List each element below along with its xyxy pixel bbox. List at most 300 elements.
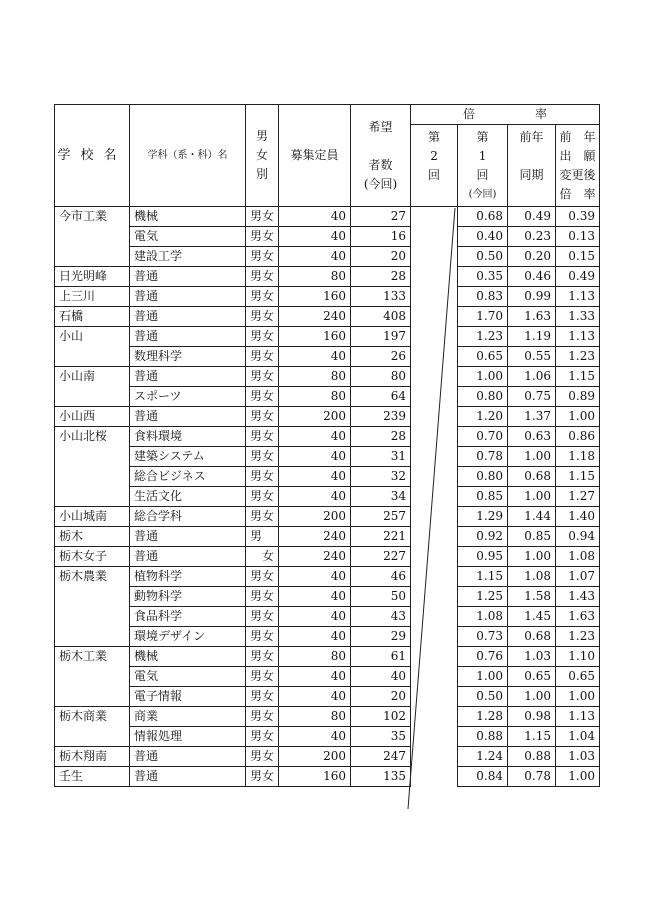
applicants-cell: 27 (351, 207, 411, 227)
previous-year-ratio-cell: 1.58 (508, 587, 556, 607)
gender-cell: 男女 (246, 407, 279, 427)
quota-cell: 80 (279, 367, 351, 387)
header-gender-line: 女 (256, 148, 269, 162)
table-row (55, 487, 600, 507)
gender-cell: 男女 (246, 467, 279, 487)
applicants-cell: 35 (351, 727, 411, 747)
course-cell: 総合ビジネス (130, 467, 246, 487)
first-round-ratio-cell: 0.65 (458, 347, 508, 367)
school-name-cell: 小山城南 (55, 507, 130, 527)
quota-cell: 40 (279, 347, 351, 367)
course-cell: 普通 (130, 267, 246, 287)
quota-cell: 200 (279, 407, 351, 427)
header-applicants-line (351, 137, 410, 156)
school-name-cell: 上三川 (55, 287, 130, 307)
first-round-ratio-cell: 0.85 (458, 487, 508, 507)
after-change-ratio-cell: 1.15 (556, 467, 600, 487)
after-change-ratio-cell: 1.07 (556, 567, 600, 587)
quota-cell: 40 (279, 247, 351, 267)
course-cell: 建設工学 (130, 247, 246, 267)
table-row (55, 707, 600, 727)
header-applicants-line: 者数 (368, 157, 393, 172)
second-round-cell (411, 347, 458, 367)
applicants-cell: 29 (351, 627, 411, 647)
course-cell: スポーツ (130, 387, 246, 407)
header-first-line: 回 (476, 167, 489, 182)
course-cell: 総合学科 (130, 507, 246, 527)
applicants-cell: 197 (351, 327, 411, 347)
header-applicants-line: 希望 (368, 119, 393, 134)
gender-cell: 女 (246, 547, 279, 567)
first-round-ratio-cell: 1.23 (458, 327, 508, 347)
after-change-ratio-cell: 0.89 (556, 387, 600, 407)
table-row (55, 627, 600, 647)
school-name-cell: 栃木工業 (55, 647, 130, 707)
table-row (55, 607, 600, 627)
course-cell: 機械 (130, 207, 246, 227)
quota-cell: 240 (279, 307, 351, 327)
applicants-cell: 50 (351, 587, 411, 607)
applicants-cell: 80 (351, 367, 411, 387)
first-round-ratio-cell: 0.70 (458, 427, 508, 447)
header-first-line: 1 (478, 148, 487, 163)
course-cell: 植物科学 (130, 567, 246, 587)
applicants-cell: 61 (351, 647, 411, 667)
first-round-ratio-cell: 0.84 (458, 767, 508, 787)
table-row (55, 447, 600, 467)
table-row (55, 727, 600, 747)
school-name-cell: 栃木農業 (55, 567, 130, 647)
after-change-ratio-cell: 1.23 (556, 627, 600, 647)
previous-year-ratio-cell: 1.03 (508, 647, 556, 667)
second-round-cell (411, 427, 458, 447)
quota-cell: 160 (279, 767, 351, 787)
previous-year-ratio-cell: 0.75 (508, 387, 556, 407)
gender-cell: 男女 (246, 627, 279, 647)
quota-cell: 80 (279, 647, 351, 667)
after-change-ratio-cell: 1.13 (556, 707, 600, 727)
header-gender-line: 男 (256, 129, 269, 143)
course-cell: 普通 (130, 407, 246, 427)
first-round-ratio-cell: 1.08 (458, 607, 508, 627)
first-round-ratio-cell: 0.50 (458, 687, 508, 707)
quota-cell: 200 (279, 747, 351, 767)
gender-cell: 男女 (246, 687, 279, 707)
second-round-cell (411, 707, 458, 727)
table-row (55, 247, 600, 267)
quota-cell: 80 (279, 387, 351, 407)
second-round-cell (411, 207, 458, 227)
table-row (55, 207, 600, 227)
second-round-cell (411, 607, 458, 627)
previous-year-ratio-cell: 0.78 (508, 767, 556, 787)
first-round-ratio-cell: 0.73 (458, 627, 508, 647)
course-cell: 商業 (130, 707, 246, 727)
course-cell: 電子情報 (130, 687, 246, 707)
previous-year-ratio-cell: 1.08 (508, 567, 556, 587)
applicants-cell: 227 (351, 547, 411, 567)
second-round-cell (411, 767, 458, 787)
quota-cell: 40 (279, 207, 351, 227)
header-gender-line: 別 (256, 167, 269, 181)
applicants-cell: 31 (351, 447, 411, 467)
course-cell: 食料環境 (130, 427, 246, 447)
course-cell: 普通 (130, 287, 246, 307)
second-round-cell (411, 267, 458, 287)
after-change-ratio-cell: 1.03 (556, 747, 600, 767)
course-cell: 電気 (130, 227, 246, 247)
school-name-cell: 石橋 (55, 307, 130, 327)
table-row (55, 347, 600, 367)
course-cell: 数理科学 (130, 347, 246, 367)
school-name-cell: 壬生 (55, 767, 130, 787)
quota-cell: 40 (279, 727, 351, 747)
second-round-cell (411, 727, 458, 747)
table-body (55, 207, 600, 787)
table-row (55, 307, 600, 327)
course-cell: 電気 (130, 667, 246, 687)
after-change-ratio-cell: 0.65 (556, 667, 600, 687)
applicants-cell: 221 (351, 527, 411, 547)
applicants-cell: 102 (351, 707, 411, 727)
second-round-cell (411, 667, 458, 687)
after-change-ratio-cell: 1.00 (556, 687, 600, 707)
previous-year-ratio-cell: 0.88 (508, 747, 556, 767)
header-applicants-line: (今回) (363, 176, 398, 191)
header-school-name: 学校名 (55, 105, 130, 207)
after-change-ratio-cell: 1.40 (556, 507, 600, 527)
applicants-cell: 133 (351, 287, 411, 307)
school-name-cell: 小山西 (55, 407, 130, 427)
header-after-line: 倍 率 (559, 186, 596, 201)
gender-cell: 男女 (246, 307, 279, 327)
previous-year-ratio-cell: 0.20 (508, 247, 556, 267)
first-round-ratio-cell: 1.24 (458, 747, 508, 767)
school-name-cell: 小山 (55, 327, 130, 367)
applicants-cell: 408 (351, 307, 411, 327)
gender-cell: 男女 (246, 507, 279, 527)
header-prev-line: 前年 (519, 129, 544, 144)
gender-cell: 男女 (246, 207, 279, 227)
gender-cell: 男女 (246, 327, 279, 347)
quota-cell: 40 (279, 667, 351, 687)
table-row (55, 407, 600, 427)
school-name-cell: 小山北桜 (55, 427, 130, 507)
first-round-ratio-cell: 0.80 (458, 387, 508, 407)
after-change-ratio-cell: 1.43 (556, 587, 600, 607)
applicants-cell: 28 (351, 427, 411, 447)
previous-year-ratio-cell: 0.46 (508, 267, 556, 287)
first-round-ratio-cell: 1.15 (458, 567, 508, 587)
quota-cell: 40 (279, 447, 351, 467)
gender-cell: 男女 (246, 707, 279, 727)
gender-cell: 男女 (246, 367, 279, 387)
course-cell: 普通 (130, 527, 246, 547)
gender-cell: 男女 (246, 227, 279, 247)
gender-cell: 男女 (246, 267, 279, 287)
course-cell: 建築システム (130, 447, 246, 467)
after-change-ratio-cell: 1.63 (556, 607, 600, 627)
gender-cell: 男女 (246, 567, 279, 587)
second-round-cell (411, 247, 458, 267)
course-cell: 普通 (130, 547, 246, 567)
header-applicants (351, 105, 411, 207)
course-cell: 普通 (130, 307, 246, 327)
header-after-line: 前 年 (559, 129, 596, 144)
second-round-cell (411, 287, 458, 307)
first-round-ratio-cell: 0.88 (458, 727, 508, 747)
quota-cell: 80 (279, 267, 351, 287)
gender-cell: 男 (246, 527, 279, 547)
previous-year-ratio-cell: 0.49 (508, 207, 556, 227)
table-row (55, 767, 600, 787)
gender-cell: 男女 (246, 607, 279, 627)
gender-cell: 男女 (246, 447, 279, 467)
previous-year-ratio-cell: 1.45 (508, 607, 556, 627)
first-round-ratio-cell: 0.68 (458, 207, 508, 227)
previous-year-ratio-cell: 0.68 (508, 467, 556, 487)
second-round-cell (411, 507, 458, 527)
header-after-line: 変更後 (559, 167, 596, 182)
first-round-ratio-cell: 0.50 (458, 247, 508, 267)
school-name-cell: 日光明峰 (55, 267, 130, 287)
quota-cell: 80 (279, 707, 351, 727)
table-row (55, 687, 600, 707)
first-round-ratio-cell: 0.40 (458, 227, 508, 247)
second-round-cell (411, 447, 458, 467)
after-change-ratio-cell: 0.39 (556, 207, 600, 227)
after-change-ratio-cell: 1.10 (556, 647, 600, 667)
previous-year-ratio-cell: 0.98 (508, 707, 556, 727)
table-row (55, 647, 600, 667)
after-change-ratio-cell: 1.27 (556, 487, 600, 507)
after-change-ratio-cell: 0.94 (556, 527, 600, 547)
applicants-cell: 46 (351, 567, 411, 587)
second-round-cell (411, 647, 458, 667)
second-round-cell (411, 227, 458, 247)
header-after-line: 出 願 (559, 148, 596, 163)
previous-year-ratio-cell: 1.44 (508, 507, 556, 527)
second-round-cell (411, 627, 458, 647)
table-row (55, 267, 600, 287)
previous-year-ratio-cell: 1.37 (508, 407, 556, 427)
quota-cell: 40 (279, 627, 351, 647)
table-row (55, 387, 600, 407)
after-change-ratio-cell: 0.13 (556, 227, 600, 247)
gender-cell: 男女 (246, 347, 279, 367)
applicants-cell: 20 (351, 687, 411, 707)
first-round-ratio-cell: 1.29 (458, 507, 508, 527)
header-second-round (411, 125, 458, 207)
quota-cell: 40 (279, 687, 351, 707)
table-row (55, 507, 600, 527)
table-row (55, 587, 600, 607)
after-change-ratio-cell: 0.49 (556, 267, 600, 287)
applicants-cell: 257 (351, 507, 411, 527)
first-round-ratio-cell: 1.20 (458, 407, 508, 427)
quota-cell: 40 (279, 467, 351, 487)
after-change-ratio-cell: 1.00 (556, 407, 600, 427)
applicants-cell: 40 (351, 667, 411, 687)
previous-year-ratio-cell: 1.06 (508, 367, 556, 387)
after-change-ratio-cell: 1.18 (556, 447, 600, 467)
previous-year-ratio-cell: 0.68 (508, 627, 556, 647)
after-change-ratio-cell: 1.13 (556, 327, 600, 347)
header-second-line: 2 (430, 148, 438, 163)
applicants-cell: 64 (351, 387, 411, 407)
course-cell: 普通 (130, 767, 246, 787)
first-round-ratio-cell: 1.00 (458, 367, 508, 387)
after-change-ratio-cell: 0.15 (556, 247, 600, 267)
first-round-ratio-cell: 0.80 (458, 467, 508, 487)
table-row (55, 567, 600, 587)
quota-cell: 40 (279, 607, 351, 627)
second-round-cell (411, 587, 458, 607)
header-second-line: 回 (428, 167, 441, 182)
quota-cell: 160 (279, 327, 351, 347)
previous-year-ratio-cell: 0.55 (508, 347, 556, 367)
applicants-cell: 239 (351, 407, 411, 427)
first-round-ratio-cell: 1.70 (458, 307, 508, 327)
applicants-cell: 34 (351, 487, 411, 507)
gender-cell: 男女 (246, 587, 279, 607)
second-round-cell (411, 327, 458, 347)
header-ratio-group: 倍 率 (411, 105, 600, 125)
second-round-cell (411, 747, 458, 767)
school-name-cell: 栃木翔南 (55, 747, 130, 767)
header-prev-line (508, 185, 555, 204)
previous-year-ratio-cell: 0.65 (508, 667, 556, 687)
second-round-cell (411, 547, 458, 567)
second-round-cell (411, 687, 458, 707)
quota-cell: 40 (279, 567, 351, 587)
first-round-ratio-cell: 0.95 (458, 547, 508, 567)
school-name-cell: 今市工業 (55, 207, 130, 267)
first-round-ratio-cell: 1.00 (458, 667, 508, 687)
header-course-name: 学科（系・科）名 (130, 105, 246, 207)
course-cell: 普通 (130, 327, 246, 347)
second-round-cell (411, 387, 458, 407)
school-name-cell: 栃木女子 (55, 547, 130, 567)
first-round-ratio-cell: 0.78 (458, 447, 508, 467)
first-round-ratio-cell: 0.76 (458, 647, 508, 667)
quota-cell: 40 (279, 427, 351, 447)
second-round-cell (411, 367, 458, 387)
after-change-ratio-cell: 0.86 (556, 427, 600, 447)
school-name-cell: 栃木 (55, 527, 130, 547)
course-cell: 環境デザイン (130, 627, 246, 647)
header-second-line (411, 185, 457, 204)
second-round-cell (411, 307, 458, 327)
previous-year-ratio-cell: 1.00 (508, 487, 556, 507)
gender-cell: 男女 (246, 287, 279, 307)
previous-year-ratio-cell: 1.63 (508, 307, 556, 327)
previous-year-ratio-cell: 1.19 (508, 327, 556, 347)
gender-cell: 男女 (246, 647, 279, 667)
applicants-cell: 247 (351, 747, 411, 767)
first-round-ratio-cell: 0.92 (458, 527, 508, 547)
second-round-cell (411, 407, 458, 427)
course-cell: 食品科学 (130, 607, 246, 627)
previous-year-ratio-cell: 0.23 (508, 227, 556, 247)
quota-cell: 40 (279, 227, 351, 247)
quota-cell: 240 (279, 547, 351, 567)
header-first-round (458, 125, 508, 207)
quota-cell: 240 (279, 527, 351, 547)
applicants-cell: 32 (351, 467, 411, 487)
table-row (55, 467, 600, 487)
course-cell: 情報処理 (130, 727, 246, 747)
course-cell: 動物科学 (130, 587, 246, 607)
first-round-ratio-cell: 1.25 (458, 587, 508, 607)
after-change-ratio-cell: 1.23 (556, 347, 600, 367)
header-first-line: (今回) (468, 188, 497, 200)
header-gender (246, 105, 279, 207)
quota-cell: 200 (279, 507, 351, 527)
previous-year-ratio-cell: 1.15 (508, 727, 556, 747)
previous-year-ratio-cell: 1.00 (508, 447, 556, 467)
gender-cell: 男女 (246, 427, 279, 447)
previous-year-ratio-cell: 0.99 (508, 287, 556, 307)
course-cell: 生活文化 (130, 487, 246, 507)
previous-year-ratio-cell: 1.00 (508, 687, 556, 707)
school-name-cell: 栃木商業 (55, 707, 130, 747)
enrollment-ratio-table (54, 104, 600, 787)
table-row (55, 667, 600, 687)
header-prev-line: 同期 (519, 167, 544, 182)
header-prev-line (508, 147, 555, 166)
table-row (55, 367, 600, 387)
after-change-ratio-cell: 1.00 (556, 767, 600, 787)
first-round-ratio-cell: 0.83 (458, 287, 508, 307)
gender-cell: 男女 (246, 387, 279, 407)
previous-year-ratio-cell: 0.63 (508, 427, 556, 447)
after-change-ratio-cell: 1.04 (556, 727, 600, 747)
previous-year-ratio-cell: 0.85 (508, 527, 556, 547)
table-row (55, 327, 600, 347)
applicants-cell: 43 (351, 607, 411, 627)
header-previous-year (508, 125, 556, 207)
applicants-cell: 26 (351, 347, 411, 367)
quota-cell: 160 (279, 287, 351, 307)
table-row (55, 227, 600, 247)
gender-cell: 男女 (246, 667, 279, 687)
table-row (55, 427, 600, 447)
second-round-cell (411, 467, 458, 487)
course-cell: 普通 (130, 367, 246, 387)
gender-cell: 男女 (246, 727, 279, 747)
after-change-ratio-cell: 1.33 (556, 307, 600, 327)
first-round-ratio-cell: 0.35 (458, 267, 508, 287)
table-row (55, 747, 600, 767)
header-second-line: 第 (428, 129, 441, 144)
table-row (55, 287, 600, 307)
header-after-change (556, 125, 600, 207)
school-name-cell: 小山南 (55, 367, 130, 407)
header-first-line: 第 (476, 129, 489, 144)
second-round-cell (411, 487, 458, 507)
previous-year-ratio-cell: 1.00 (508, 547, 556, 567)
first-round-ratio-cell: 1.28 (458, 707, 508, 727)
quota-cell: 40 (279, 587, 351, 607)
header-quota: 募集定員 (279, 105, 351, 207)
applicants-cell: 20 (351, 247, 411, 267)
applicants-cell: 16 (351, 227, 411, 247)
after-change-ratio-cell: 1.13 (556, 287, 600, 307)
table-row (55, 527, 600, 547)
gender-cell: 男女 (246, 767, 279, 787)
applicants-cell: 28 (351, 267, 411, 287)
